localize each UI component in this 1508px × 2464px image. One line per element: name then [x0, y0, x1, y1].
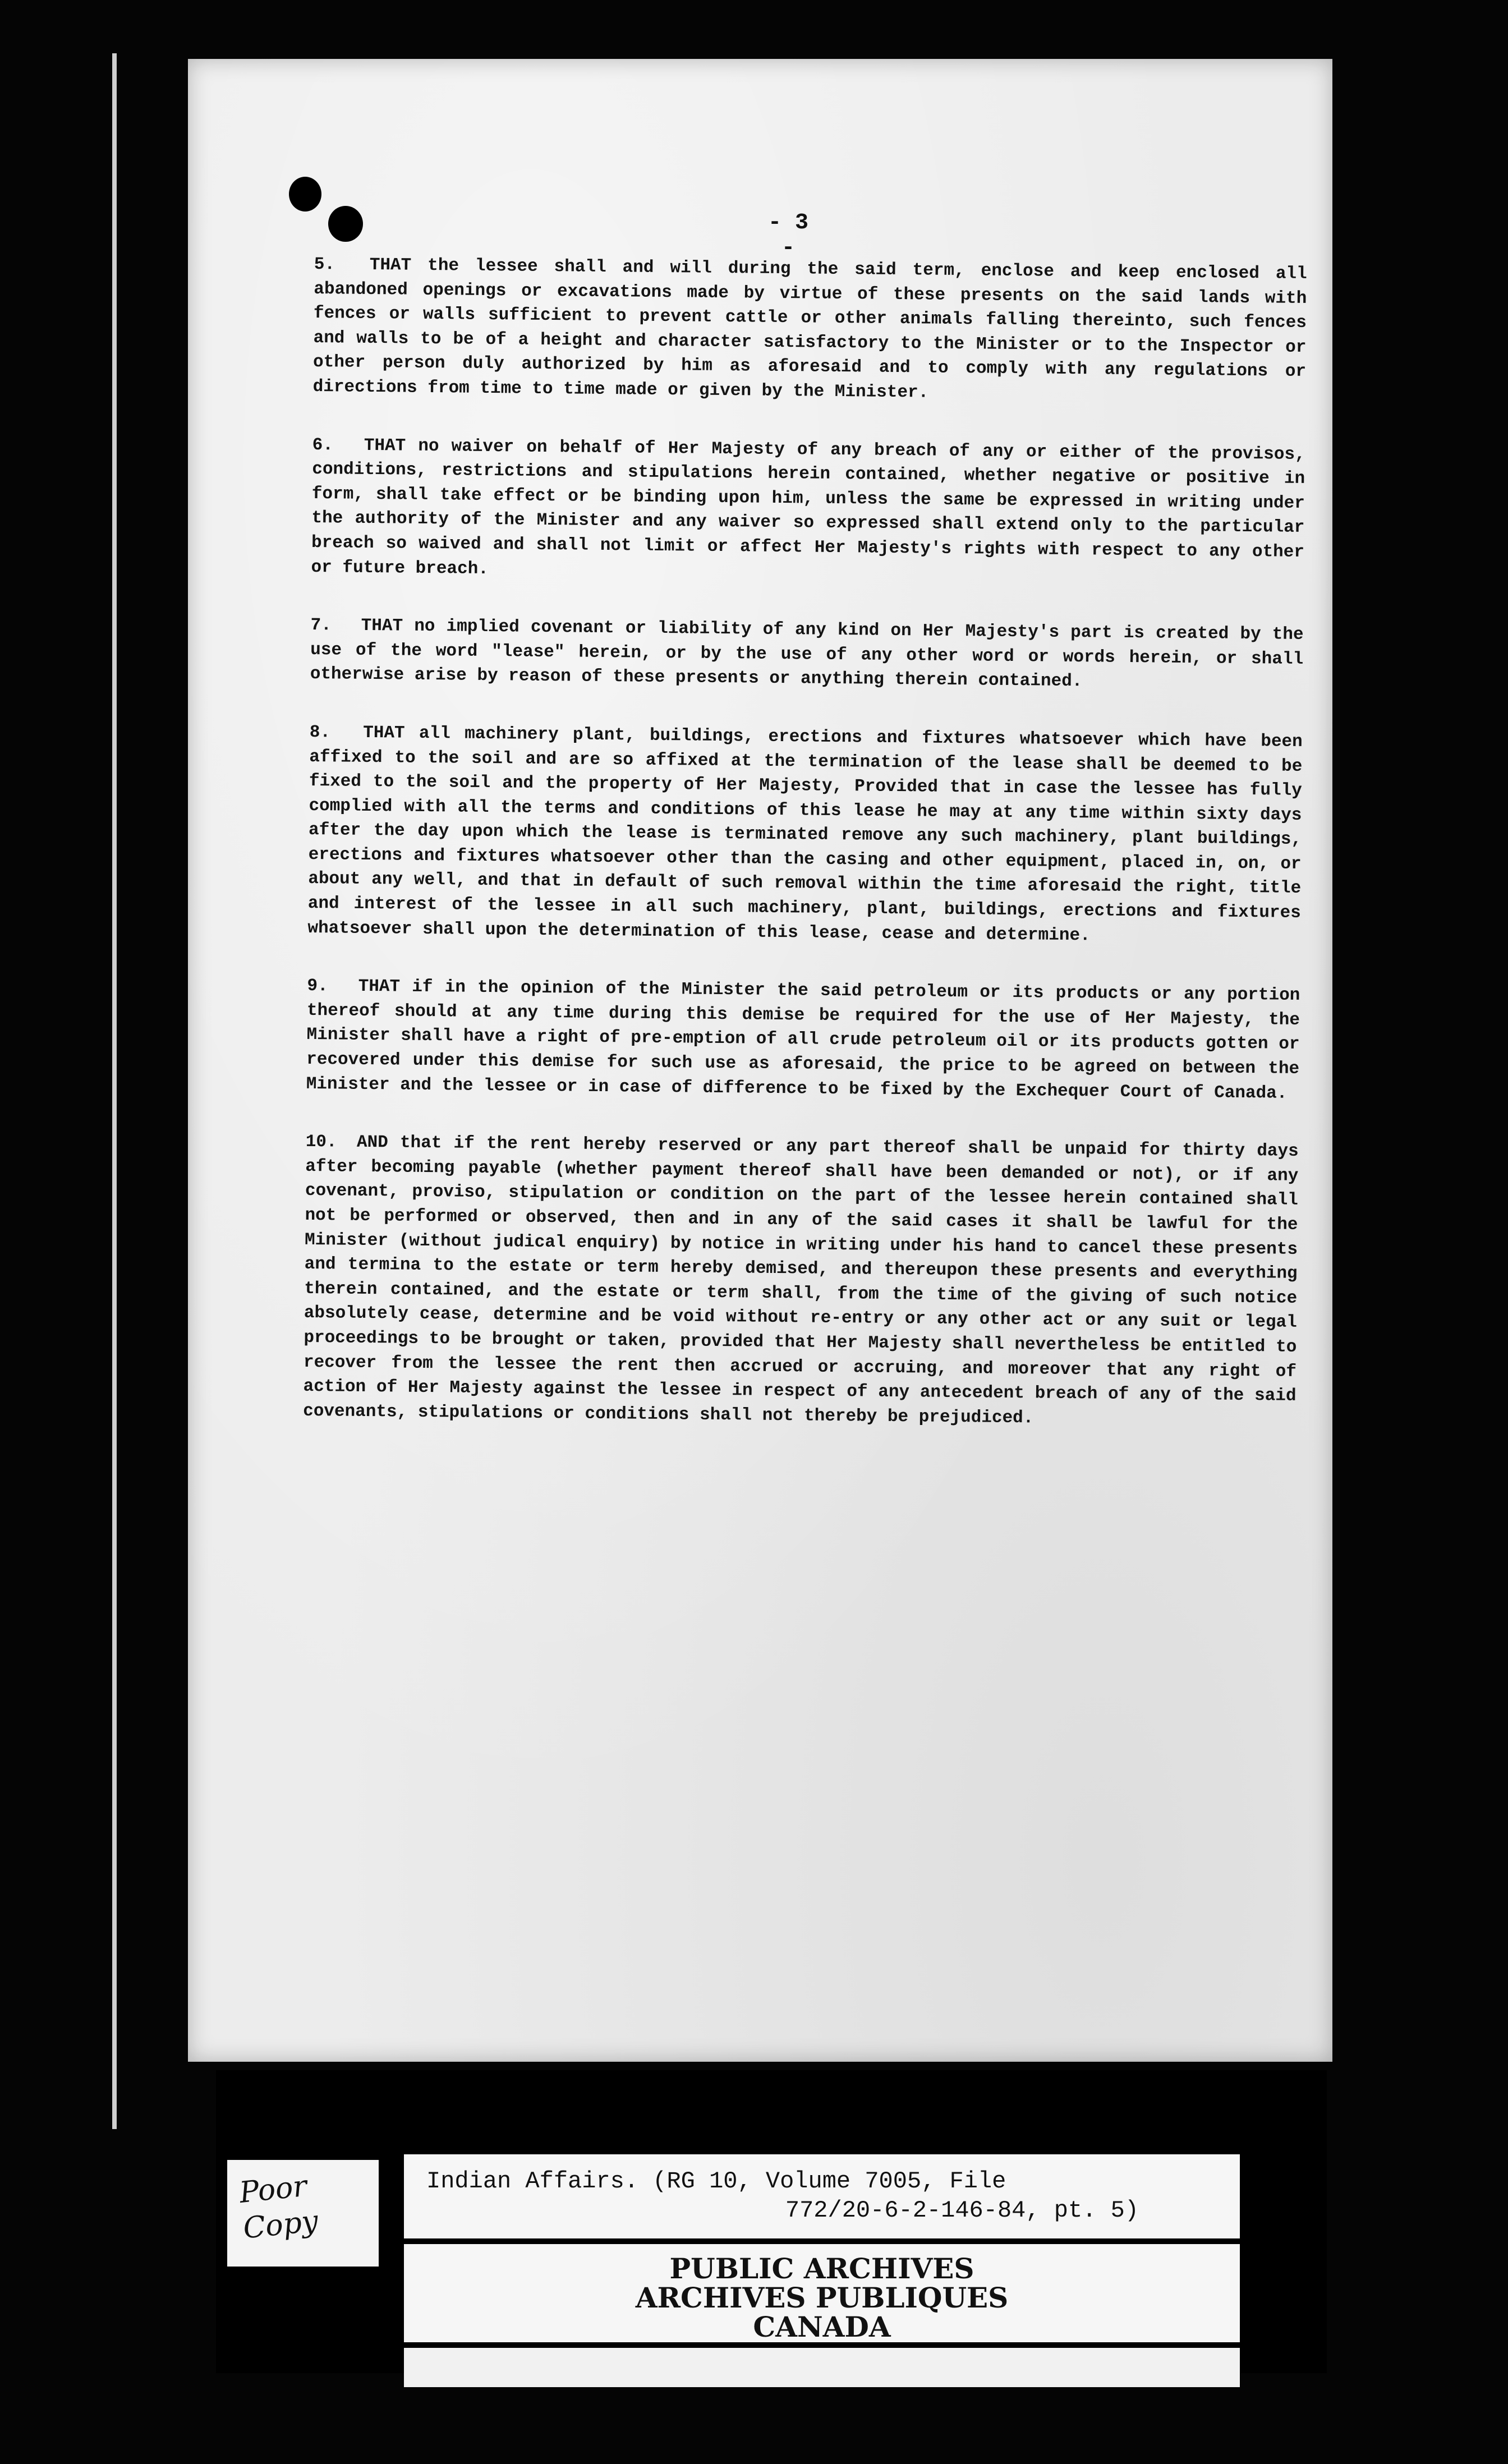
- punch-hole: [289, 177, 321, 212]
- clause-number: 9.: [307, 976, 328, 996]
- archives-line: CANADA: [753, 2310, 891, 2343]
- clause-7: [310, 613, 1304, 696]
- archival-reference-label: [404, 2154, 1240, 2238]
- clause-text: THAT no waiver on behalf of Her Majesty of any breach of any or either of the provisos, conditions, restrictions and stipulations herein contained, whether negative or positive in form, shall take effect or be binding upon him, unless the same be expressed in writing under the authority of the Minister and any waiver so expressed shall extend only to the particular breach so waived and shall not limit or affect Her Majesty's rights with respect to any other or future breach.: [311, 435, 1305, 579]
- clause-text: AND that if the rent hereby reserved or any part thereof shall be unpaid for thirty days after becoming payable (whether payment thereof shall have been demanded or not), or if any covenant, proviso, stipulation or condition on the part of the lessee herein contained shall not be performed or observed, then and in any of the said cases it shall be lawful for the Minister (without judical enquiry) by notice in writing under his hand to cancel these presents and termina to the estate or term hereby demised, and thereupon these presents and everything therein contained, and the estate or term shall, from the time of the giving of such notice absolutely cease, determine and be void without re-entry or any other act or any suit or legal proceedings to be brought or taken, provided that Her Majesty shall nevertheless be entitled to recover from the lessee the rent then accrued or accruing, and moreover that any right of action of Her Majesty against the lessee in respect of any antecedent breach of any of the said covenants, stipulations or conditions shall not thereby be prejudiced.: [303, 1133, 1299, 1428]
- poor-copy-handwriting: [238, 2167, 320, 2246]
- clause-8: [307, 720, 1303, 950]
- clause-5: [312, 252, 1307, 409]
- reference-line: Indian Affairs. (RG 10, Volume 7005, File: [426, 2168, 1006, 2195]
- clause-text: THAT no implied covenant or liability of any kind on Her Majesty's part is created by the use of the word "lease" herein, or by the use of any other word or words herein, or shall otherwise arise by reason of these presents or anything therein contained.: [310, 615, 1304, 692]
- punch-hole: [328, 206, 363, 242]
- clause-text: THAT the lessee shall and will during the said term, enclose and keep enclosed all abandoned openings or excavations made by virtue of these presents on the said lands with fences or walls sufficient to prevent cattle or other animals falling thereinto, such fences and walls to be of a height and character satisfactory to the Minister or to the Inspector or other person duly authorized by him as aforesaid and to comply with any regulations or directions from time to time made or given by the Minister.: [312, 255, 1307, 403]
- clause-number: 6.: [312, 435, 334, 455]
- reference-line: 772/20-6-2-146-84, pt. 5): [785, 2197, 1139, 2224]
- clause-number: 5.: [314, 254, 335, 275]
- clause-number: 8.: [309, 722, 331, 743]
- clause-10: [303, 1130, 1299, 1433]
- archives-line: PUBLIC ARCHIVES: [669, 2252, 974, 2285]
- label-bottom-strip: [404, 2348, 1240, 2387]
- poor-copy-line: Poor: [237, 2169, 309, 2210]
- poor-copy-line: Copy: [241, 2204, 320, 2246]
- clause-6: [311, 433, 1305, 590]
- clause-text: THAT if in the opinion of the Minister the said petroleum or its products or any portion thereof should at any time during this demise be required for the use of Her Majesty, the Minister shall have a right of pre-emption of all crude petroleum oil or its products gotten or recovered under this demise for such use as aforesaid, the price to be agreed on between the Minister and the lessee or in case of difference to be fixed by the Exchequer Court of Canada.: [306, 977, 1300, 1104]
- page-number: - 3 -: [767, 210, 808, 261]
- poor-copy-stamp: [227, 2160, 379, 2267]
- document-page: [188, 59, 1332, 2062]
- clause-number: 7.: [310, 615, 332, 636]
- clause-text: THAT all machinery plant, buildings, erections and fixtures whatsoever which have been affixed to the soil and are so affixed at the termination of the lease shall be deemed to be fixed to the soil and the property of Her Majesty, Provided that in case the lessee has fully complied with all the terms and conditions of this lease he may at any time within sixty days after the day upon which the lease is terminated remove any such machinery, plant buildings, erections and fixtures whatsoever other than the casing and other equipment, placed in, on, or about any well, and that in default of such removal within the time aforesaid the right, title and interest of the lessee in all such machinery, plant, buildings, erections and fixtures whatsoever shall upon the determination of this lease, cease and determine.: [307, 723, 1303, 945]
- clause-number: 10.: [305, 1132, 337, 1152]
- lease-clauses: [302, 252, 1307, 1467]
- archives-line: ARCHIVES PUBLIQUES: [635, 2281, 1009, 2314]
- film-edge-line: [112, 53, 117, 2129]
- clause-9: [306, 974, 1300, 1106]
- public-archives-label: [404, 2244, 1240, 2342]
